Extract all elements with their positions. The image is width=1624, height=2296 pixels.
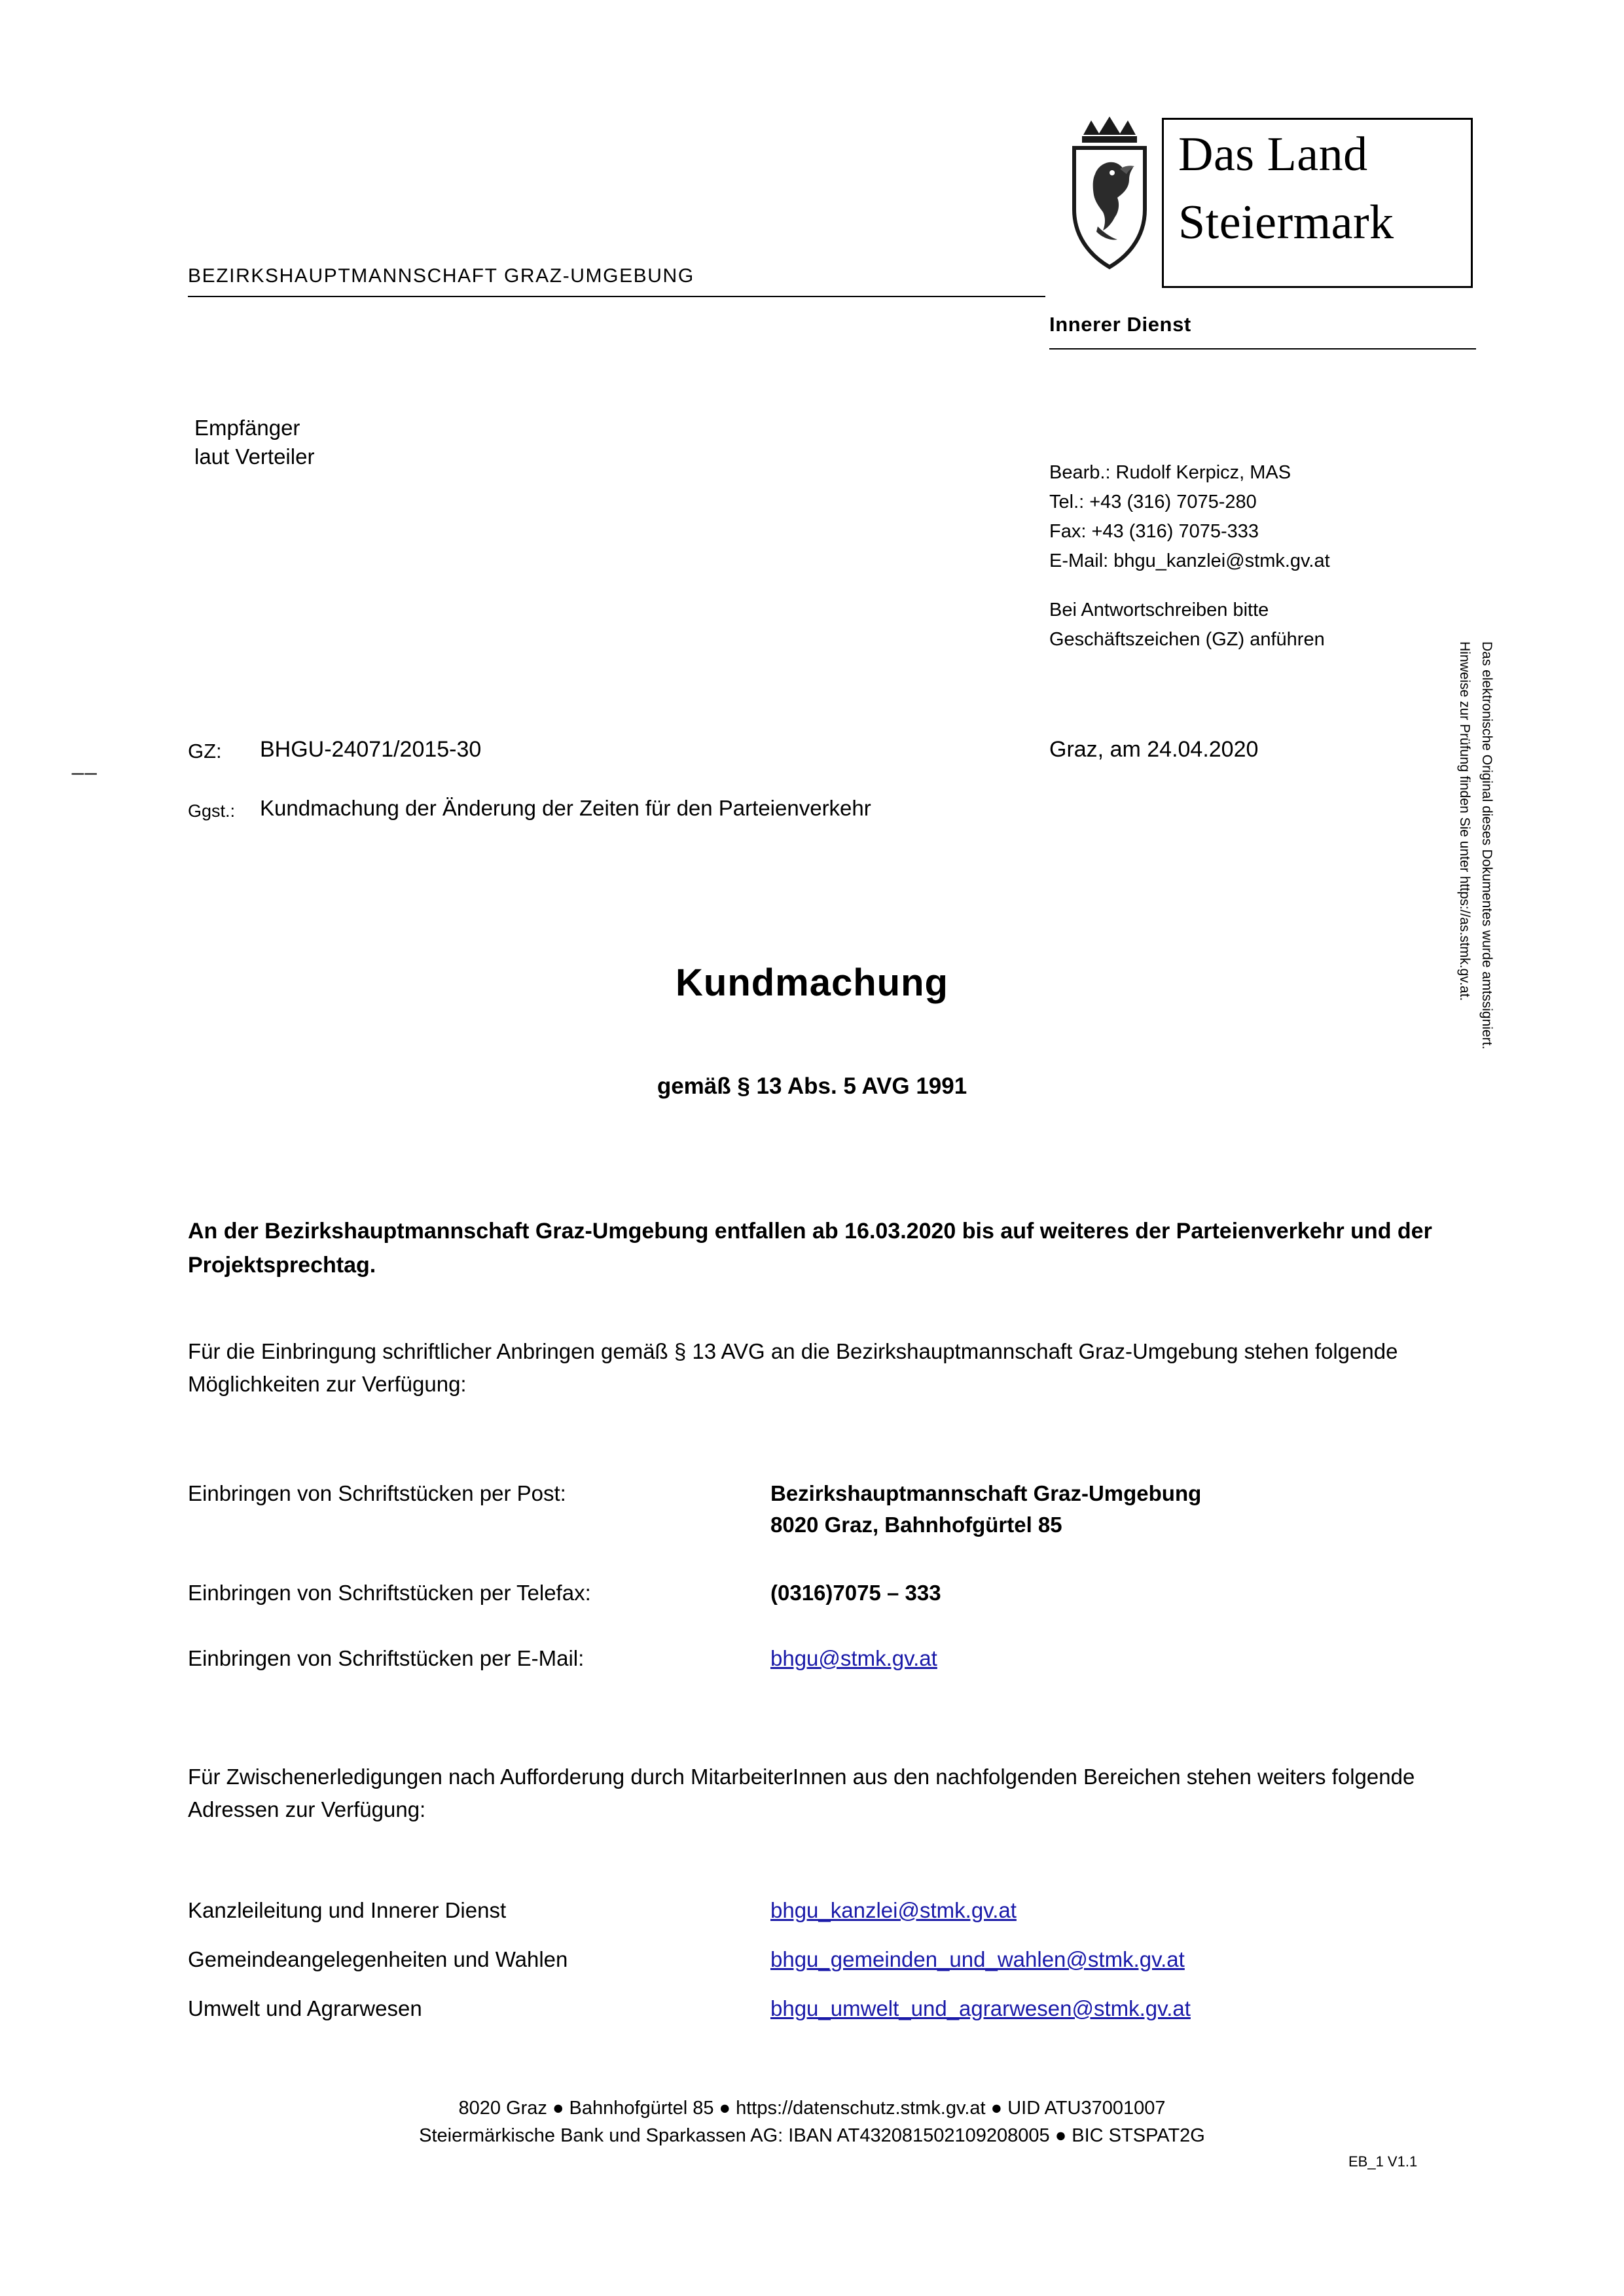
submission-fax-value: (0316)7075 – 333 xyxy=(770,1581,941,1605)
submission-row-email xyxy=(188,1643,1464,1674)
footer-line2: Steiermärkische Bank und Sparkassen AG: IBAN AT432081502109208005 ● BIC STSPAT2G xyxy=(419,2125,1205,2146)
contact-block xyxy=(1049,458,1330,655)
submission-post-value-line1: Bezirkshauptmannschaft Graz-Umgebung xyxy=(770,1481,1202,1505)
margin-dashes: __ xyxy=(72,751,98,775)
document-code: EB_1 V1.1 xyxy=(1348,2153,1418,2170)
contact-row-label: Umwelt und Agrarwesen xyxy=(188,1996,422,2020)
contact-note-line1: Bei Antwortschreiben bitte xyxy=(1049,600,1269,620)
contact-tel: Tel.: +43 (316) 7075-280 xyxy=(1049,492,1257,512)
document-subtitle: gemäß § 13 Abs. 5 AVG 1991 xyxy=(657,1073,967,1099)
sub-department-divider xyxy=(1049,348,1476,350)
submission-row-fax xyxy=(188,1577,1464,1609)
recipient-line1: Empfänger xyxy=(194,416,300,440)
contact-row xyxy=(188,1898,1464,1923)
contact-row-email[interactable]: bhgu_kanzlei@stmk.gv.at xyxy=(770,1898,1017,1922)
submission-post-label: Einbringen von Schriftstücken per Post: xyxy=(188,1481,566,1505)
contact-row xyxy=(188,1996,1464,2021)
contact-row-email[interactable]: bhgu_gemeinden_und_wahlen@stmk.gv.at xyxy=(770,1947,1185,1971)
contact-fax: Fax: +43 (316) 7075-333 xyxy=(1049,521,1259,542)
submission-email-link[interactable]: bhgu@stmk.gv.at xyxy=(770,1646,937,1670)
gz-value: BHGU-24071/2015-30 xyxy=(260,737,482,762)
steiermark-panther-crest-icon xyxy=(1057,111,1162,275)
subject-value: Kundmachung der Änderung der Zeiten für den Parteienverkehr xyxy=(260,796,871,820)
side-note-line1: Das elektronische Original dieses Dokumentes wurde amtssigniert. xyxy=(1479,641,1494,1050)
paragraph-1: Für die Einbringung schriftlicher Anbringen gemäß § 13 AVG an die Bezirkshauptmannschaft Graz-Umgebung stehen folgende Möglichkeiten zur Verfügung: xyxy=(188,1339,1398,1396)
side-note-line2: Hinweise zur Prüfung finden Sie unter https://as.stmk.gv.at. xyxy=(1457,641,1472,1001)
contact-row xyxy=(188,1947,1464,1972)
contact-spacer xyxy=(1049,576,1330,596)
contact-clerk: Bearb.: Rudolf Kerpicz, MAS xyxy=(1049,462,1291,483)
contact-row-email[interactable]: bhgu_umwelt_und_agrarwesen@stmk.gv.at xyxy=(770,1996,1191,2020)
submission-row-post xyxy=(188,1478,1464,1541)
contact-note-line2: Geschäftszeichen (GZ) anführen xyxy=(1049,629,1325,650)
submission-fax-label: Einbringen von Schriftstücken per Telefax: xyxy=(188,1581,591,1605)
header-divider xyxy=(188,296,1045,297)
recipient-block xyxy=(194,414,314,471)
contact-row-label: Kanzleileitung und Innerer Dienst xyxy=(188,1898,507,1922)
land-steiermark-logo xyxy=(1044,111,1476,301)
signature-side-note xyxy=(1453,641,1498,1100)
contact-email: E-Mail: bhgu_kanzlei@stmk.gv.at xyxy=(1049,550,1330,571)
sub-department-name: Innerer Dienst xyxy=(1049,313,1191,336)
logo-text-line2: Steiermark xyxy=(1178,196,1394,249)
footer-line1: 8020 Graz ● Bahnhofgürtel 85 ● https://datenschutz.stmk.gv.at ● UID ATU37001007 xyxy=(458,2098,1166,2119)
letterhead xyxy=(0,0,1624,367)
recipient-line2: laut Verteiler xyxy=(194,444,315,469)
submission-post-value xyxy=(770,1478,1201,1541)
document-title: Kundmachung xyxy=(676,961,948,1004)
subject-label: Ggst.: xyxy=(188,801,236,821)
submission-post-value-line2: 8020 Graz, Bahnhofgürtel 85 xyxy=(770,1513,1062,1537)
page-footer xyxy=(0,2094,1624,2149)
lead-paragraph: An der Bezirkshauptmannschaft Graz-Umgebung entfallen ab 16.03.2020 bis auf weiteres der Parteienverkehr und der Projektsprechtag. xyxy=(188,1219,1432,1278)
paragraph-2: Für Zwischenerledigungen nach Aufforderung durch MitarbeiterInnen aus den nachfolgenden Bereichen stehen weiters folgende Adressen zur Verfügung: xyxy=(188,1765,1415,1821)
submission-email-label: Einbringen von Schriftstücken per E-Mail: xyxy=(188,1646,585,1670)
logo-text-line1: Das Land xyxy=(1178,128,1368,181)
gz-label: GZ: xyxy=(188,740,222,762)
department-name: BEZIRKSHAUPTMANNSCHAFT GRAZ-UMGEBUNG xyxy=(188,265,695,287)
contact-row-label: Gemeindeangelegenheiten und Wahlen xyxy=(188,1947,568,1971)
date-value: Graz, am 24.04.2020 xyxy=(1049,737,1259,762)
